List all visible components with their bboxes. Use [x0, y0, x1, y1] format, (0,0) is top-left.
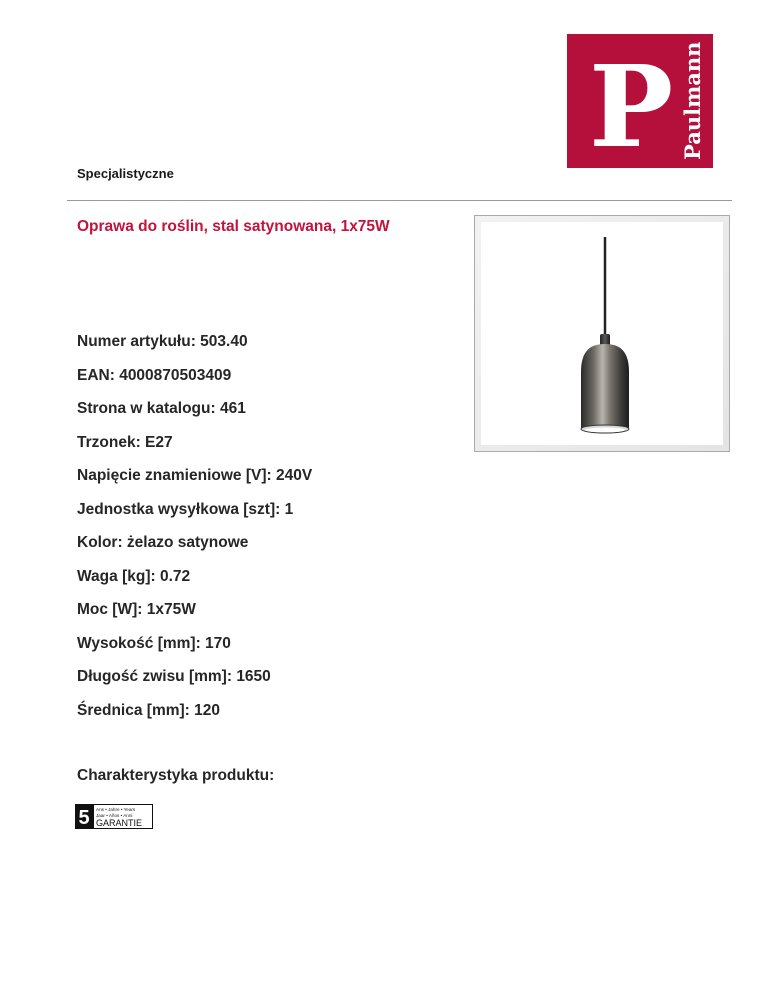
spec-height: Wysokość [mm]: 170	[77, 634, 231, 652]
product-image-frame	[474, 215, 730, 452]
paulmann-logo	[567, 34, 713, 168]
category-label: Specjalistyczne	[77, 166, 174, 181]
guarantee-line2: Jaar • Años • Anni	[96, 813, 133, 818]
spec-weight: Waga [kg]: 0.72	[77, 567, 191, 585]
spec-socket: Trzonek: E27	[77, 433, 173, 451]
spec-list	[77, 333, 312, 735]
spec-voltage: Napięcie znamieniowe [V]: 240V	[77, 467, 313, 484]
spec-color: Kolor: żelazo satynowe	[77, 534, 249, 551]
guarantee-number: 5	[78, 807, 90, 829]
guarantee-line1: Ans • Jahre • Years	[96, 807, 136, 812]
spec-diameter: Średnica [mm]: 120	[77, 701, 220, 719]
logo-wordmark: Paulmann	[680, 41, 705, 160]
spec-catalog-page: Strona w katalogu: 461	[77, 400, 246, 417]
spec-shipping-unit: Jednostka wysyłkowa [szt]: 1	[77, 500, 294, 518]
product-title: Oprawa do roślin, stal satynowana, 1x75W	[77, 218, 390, 235]
header-divider	[67, 200, 732, 201]
spec-cable-length: Długość zwisu [mm]: 1650	[77, 668, 271, 685]
spec-ean: EAN: 4000870503409	[77, 366, 232, 384]
characteristics-heading: Charakterystyka produktu:	[77, 767, 275, 784]
product-image	[481, 222, 723, 445]
logo-letter: P	[589, 42, 674, 168]
spec-article-number: Numer artykułu: 503.40	[77, 333, 248, 350]
spec-power: Moc [W]: 1x75W	[77, 601, 196, 618]
guarantee-label: GARANTIE	[96, 818, 143, 828]
guarantee-badge	[75, 804, 153, 829]
lamp-shade	[581, 344, 629, 429]
